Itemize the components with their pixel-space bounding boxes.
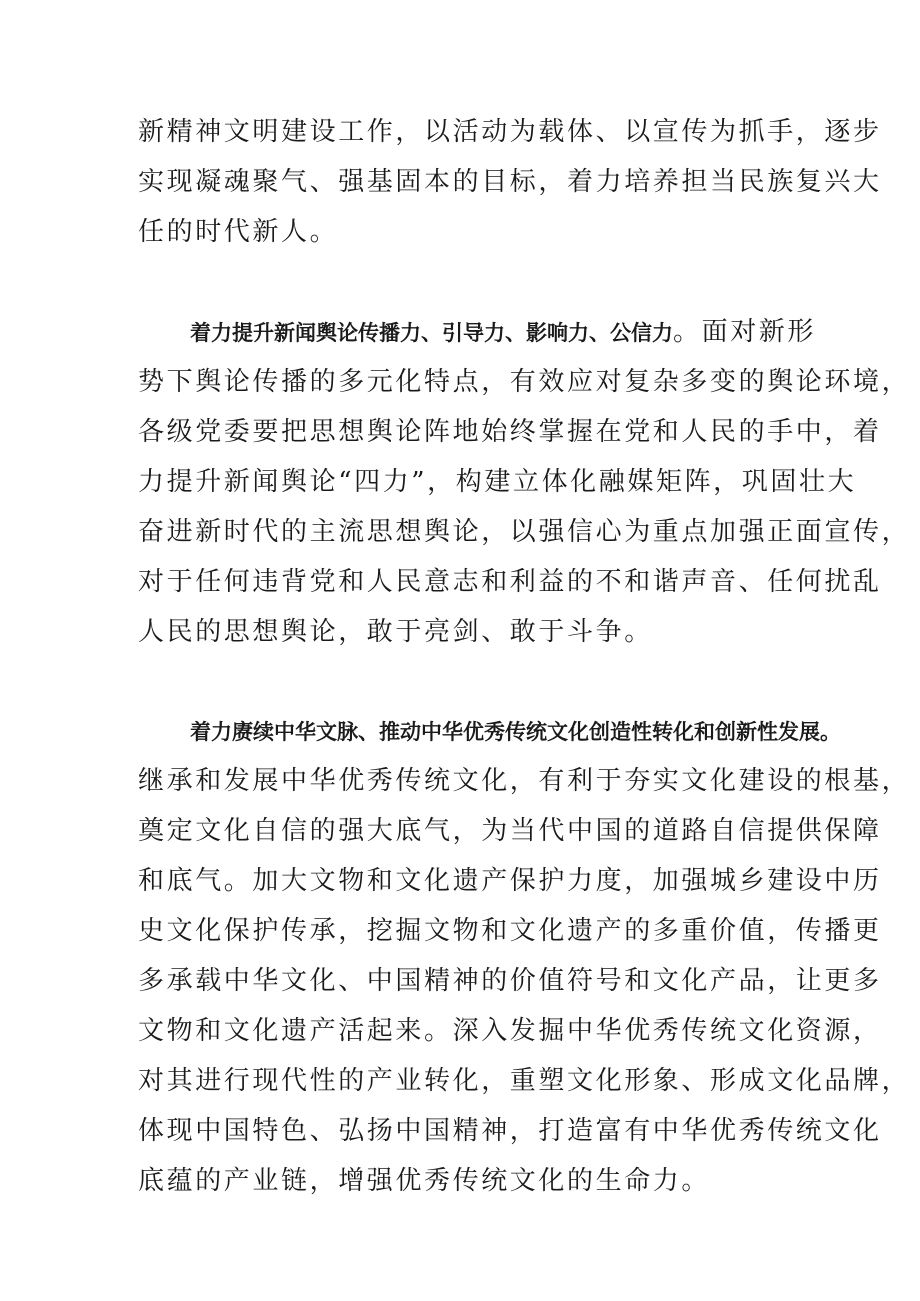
paragraph-3-line-8: 对其进行现代性的产业转化，重塑文化形象、形成文化品牌， xyxy=(138,1066,911,1096)
paragraph-2-line-7: 人民的思想舆论，敢于亮剑、敢于斗争。 xyxy=(138,617,653,647)
paragraph-3-line-7: 文物和文化遗产活起来。深入发掘中华优秀传统文化资源， xyxy=(138,1016,882,1046)
paragraph-2-first-line-rest: 。面对新形 xyxy=(673,317,817,347)
paragraph-2-line-1 xyxy=(190,314,817,351)
paragraph-3-line-4: 和底气。加大文物和文化遗产保护力度，加强城乡建设中历 xyxy=(138,866,882,896)
paragraph-3-line-9: 体现中国特色、弘扬中国精神，打造富有中华优秀传统文化 xyxy=(138,1116,882,1146)
paragraph-3-line-10: 底蕴的产业链，增强优秀传统文化的生命力。 xyxy=(138,1166,711,1196)
paragraph-2-heading: 着力提升新闻舆论传播力、引导力、影响力、公信力 xyxy=(190,321,673,345)
paragraph-2-line-2: 势下舆论传播的多元化特点，有效应对复杂多变的舆论环境， xyxy=(138,367,911,397)
paragraph-1-line-2: 实现凝魂聚气、强基固本的目标，着力培养担当民族复兴大 xyxy=(138,167,882,197)
paragraph-3-line-1 xyxy=(190,713,841,750)
paragraph-2-line-5: 奋进新时代的主流思想舆论，以强信心为重点加强正面宣传， xyxy=(138,517,911,547)
paragraph-1-line-3: 任的时代新人。 xyxy=(138,217,339,247)
paragraph-3-line-3: 奠定文化自信的强大底气，为当代中国的道路自信提供保障 xyxy=(138,816,882,846)
paragraph-2-line-6: 对于任何违背党和人民意志和利益的不和谐声音、任何扰乱 xyxy=(138,567,882,597)
paragraph-3-heading: 着力赓续中华文脉、推动中华优秀传统文化创造性转化和创新性发展。 xyxy=(190,720,841,744)
paragraph-2-line-4: 力提升新闻舆论“四力”，构建立体化融媒矩阵，巩固壮大 xyxy=(138,467,857,497)
paragraph-3-line-2: 继承和发展中华优秀传统文化，有利于夯实文化建设的根基， xyxy=(138,766,911,796)
paragraph-2-line-3: 各级党委要把思想舆论阵地始终掌握在党和人民的手中，着 xyxy=(138,417,882,447)
paragraph-3-line-5: 史文化保护传承，挖掘文物和文化遗产的多重价值，传播更 xyxy=(138,916,882,946)
paragraph-3-line-6: 多承载中华文化、中国精神的价值符号和文化产品，让更多 xyxy=(138,966,882,996)
paragraph-1-line-1: 新精神文明建设工作，以活动为载体、以宣传为抓手，逐步 xyxy=(138,117,882,147)
